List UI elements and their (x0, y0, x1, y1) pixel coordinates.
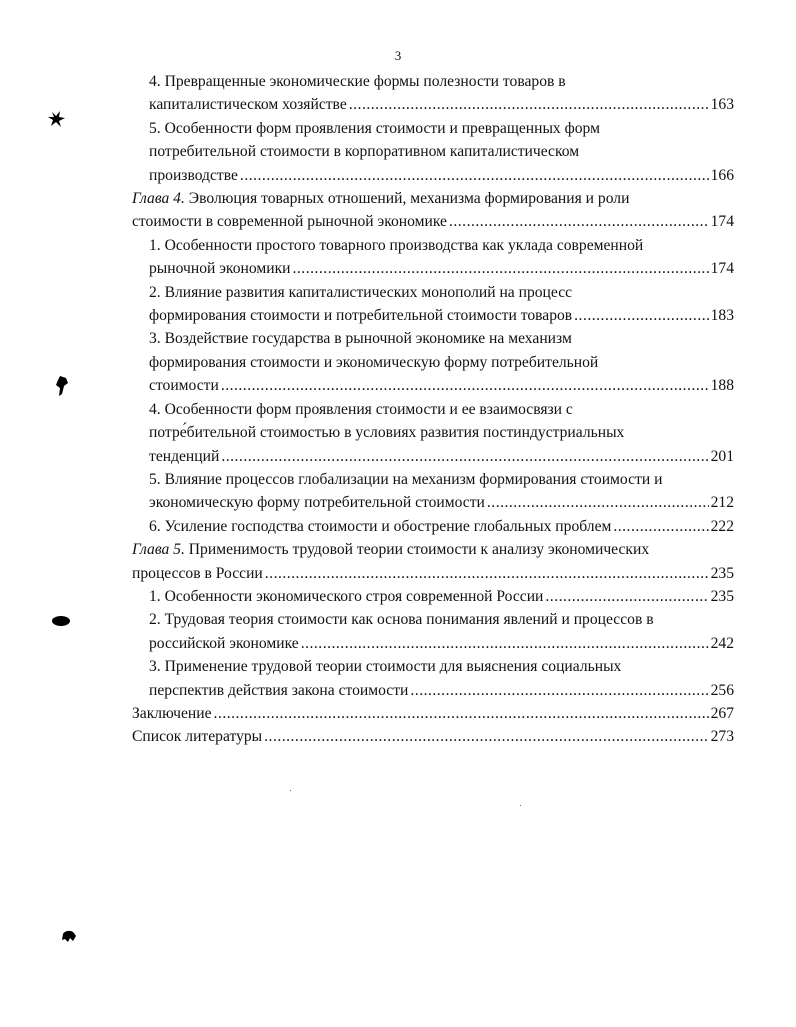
toc-line: капиталистическом хозяйстве (149, 96, 347, 114)
dot-leader (221, 374, 709, 397)
toc-page-number: 166 (710, 166, 734, 184)
toc-line (132, 538, 734, 561)
toc-entry[interactable] (132, 725, 734, 748)
toc-page-number: 163 (710, 96, 734, 114)
toc-page-number: 242 (710, 634, 734, 652)
toc-line: 3. Применение трудовой теории стоимости для выяснения социальных (149, 658, 622, 676)
toc-line: 2. Трудовая теория стоимости как основа понимания явлений и процессов в (149, 611, 654, 629)
dot-leader (301, 632, 709, 655)
toc-line: 5. Особенности форм проявления стоимости и превращенных форм (149, 119, 600, 137)
toc-chapter-entry[interactable] (132, 187, 734, 234)
toc-page-number: 235 (710, 587, 734, 605)
toc-entry[interactable] (132, 327, 734, 397)
chapter-title: Эволюция товарных отношений, механизма формирования и роли (188, 190, 630, 208)
toc-entry[interactable] (132, 655, 734, 702)
toc-line: производстве (149, 166, 238, 184)
toc-page-number: 183 (710, 307, 734, 325)
toc-line: 2. Влияние развития капиталистических монополий на процесс (149, 283, 573, 301)
chapter-title: Применимость трудовой теории стоимости к анализу экономических (188, 541, 650, 559)
toc-line: рыночной экономики (149, 260, 291, 278)
toc-page-number: 212 (710, 494, 734, 512)
dot-leader (487, 491, 709, 514)
toc-entry[interactable] (132, 281, 734, 328)
toc-page-number: 222 (710, 517, 734, 535)
toc-chapter-entry[interactable] (132, 538, 734, 585)
toc-line: формирования стоимости и потребительной стоимости товаров (149, 307, 573, 325)
toc-line: 1. Особенности экономического строя современной России (149, 587, 544, 605)
toc-line: потребительной стоимости в корпоративном капиталистическом (149, 143, 580, 161)
dot-leader (240, 164, 709, 187)
dot-leader (574, 304, 708, 327)
dot-leader (264, 725, 708, 748)
toc-entry[interactable] (132, 468, 734, 515)
chapter-label: Глава 5. (132, 541, 185, 559)
toc-line (132, 187, 734, 210)
dot-leader (221, 445, 708, 468)
toc-line: 4. Превращенные экономические формы полезности товаров в (149, 73, 566, 90)
toc-line: Заключение (132, 704, 212, 722)
ink-blot-icon (60, 928, 78, 944)
toc-line: 5. Влияние процессов глобализации на механизм формирования стоимости и (149, 470, 663, 488)
toc-line: 4. Особенности форм проявления стоимости и ее взаимосвязи с (149, 400, 573, 418)
page-number: 3 (394, 48, 402, 63)
scan-speck (290, 790, 291, 791)
toc-entry[interactable] (132, 608, 734, 655)
toc-line: экономическую форму потребительной стоимости (149, 494, 485, 512)
ink-blot-icon (50, 613, 72, 629)
toc-entry[interactable] (132, 117, 734, 187)
scan-speck (520, 805, 521, 806)
toc-line: 6. Усиление господства стоимости и обострение глобальных проблем (149, 517, 612, 535)
dot-leader (449, 210, 709, 233)
toc-page-number: 235 (710, 564, 734, 582)
toc-page-number: 267 (710, 704, 734, 722)
toc-entry[interactable] (132, 702, 734, 725)
toc-page-number: 273 (710, 728, 734, 746)
dot-leader (214, 702, 709, 725)
toc-line: потре́бительной стоимостью в условиях развития постиндустриальных (149, 424, 625, 442)
dot-leader (293, 257, 709, 280)
toc-page-number: 174 (710, 213, 734, 231)
toc-line: 3. Воздействие государства в рыночной экономике на механизм (149, 330, 572, 348)
toc-page-number: 188 (710, 377, 734, 395)
chapter-label: Глава 4. (132, 190, 185, 208)
toc-line: формирования стоимости и экономическую форму потребительной (149, 353, 599, 371)
dot-leader (349, 93, 709, 116)
toc-entry[interactable] (132, 515, 734, 538)
toc-line: Список литературы (132, 728, 263, 746)
dot-leader (265, 562, 709, 585)
toc-entry[interactable] (132, 398, 734, 468)
table-of-contents (132, 70, 734, 749)
toc-line: 1. Особенности простого товарного производства как уклада современной (149, 236, 644, 254)
toc-line: российской экономике (149, 634, 299, 652)
toc-line: процессов в России (132, 564, 263, 582)
toc-line: перспектив действия закона стоимости (149, 681, 409, 699)
toc-entry[interactable] (132, 234, 734, 281)
toc-line: стоимости в современной рыночной экономике (132, 213, 447, 231)
toc-page-number: 174 (710, 260, 734, 278)
toc-page-number: 201 (710, 447, 734, 465)
ink-blot-icon (46, 108, 68, 130)
ink-blot-icon (52, 374, 72, 398)
dot-leader (410, 679, 708, 702)
dot-leader (613, 515, 708, 538)
toc-page-number: 256 (710, 681, 734, 699)
dot-leader (545, 585, 708, 608)
toc-entry[interactable] (132, 585, 734, 608)
toc-line: тенденций (149, 447, 220, 465)
toc-line: стоимости (149, 377, 219, 395)
toc-entry[interactable] (132, 70, 734, 117)
